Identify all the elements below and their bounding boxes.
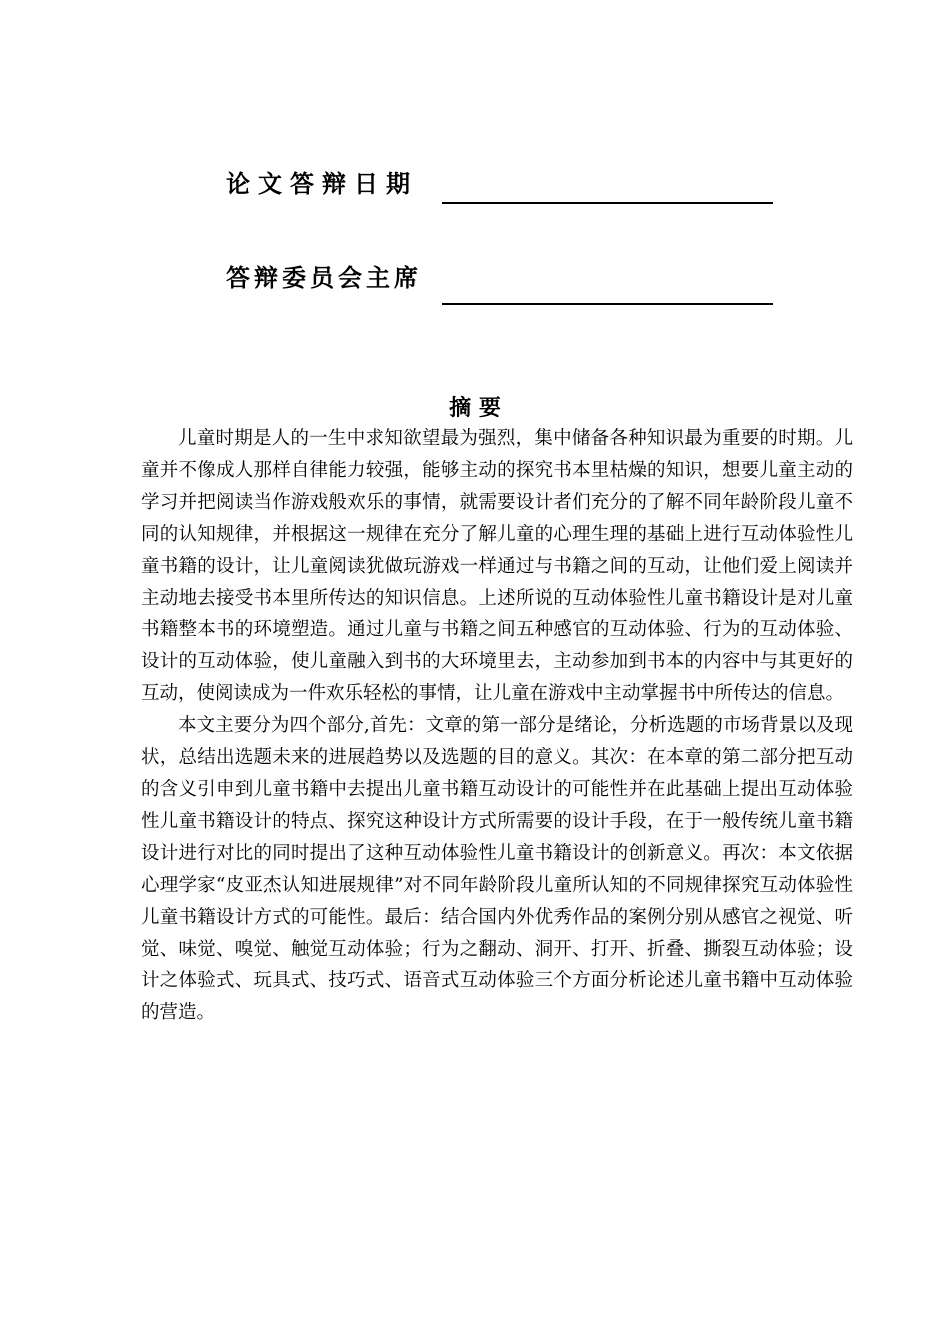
abstract-paragraph: 本文主要分为四个部分,首先：文章的第一部分是绪论，分析选题的市场背景以及现状，总结出选题未来的进展趋势以及选题的目的意义。其次：在本章的第二部分把互动的含义引申到儿童书籍中去提出儿童书籍互动设计的可能性并在此基础上提出互动体验性儿童书籍设计的特点、探究这种设计方式所需要的设计手段，在于一般传统儿童书籍设计进行对比的同时提出了这种互动体验性儿童书籍设计的创新意义。再次：本文依据心理学家“皮亚杰认知进展规律”对不同年龄阶段儿童所认知的不同规律探究互动体验性儿童书籍设计方式的可能性。最后：结合国内外优秀作品的案例分别从感官之视觉、听觉、味觉、嗅觉、触觉互动体验；行为之翻动、洞开、打开、折叠、撕裂互动体验；设计之体验式、玩具式、技巧式、语音式互动体验三个方面分析论述儿童书籍中互动体验的营造。: [141, 715, 853, 1024]
committee-chair-label: 答辩委员会主席: [226, 264, 422, 292]
committee-chair-blank-line: [442, 303, 773, 305]
defense-date-blank-line: [442, 202, 773, 204]
abstract-title: 摘 要: [449, 396, 501, 421]
defense-date-label: 论文答辩日期: [226, 170, 418, 198]
abstract-paragraph: 儿童时期是人的一生中求知欲望最为强烈，集中储备各种知识最为重要的时期。儿童并不像成人那样自律能力较强，能够主动的探究书本里枯燥的知识，想要儿童主动的学习并把阅读当作游戏般欢乐的事情，就需要设计者们充分的了解不同年龄阶段儿童不同的认知规律，并根据这一规律在充分了解儿童的心理生理的基础上进行互动体验性儿童书籍的设计，让儿童阅读犹做玩游戏一样通过与书籍之间的互动，让他们爱上阅读并主动地去接受书本里所传达的知识信息。上述所说的互动体验性儿童书籍设计是对儿童书籍整本书的环境塑造。通过儿童与书籍之间五种感官的互动体验、行为的互动体验、设计的互动体验，使儿童融入到书的大环境里去，主动参加到书本的内容中与其更好的互动，使阅读成为一件欢乐轻松的事情，让儿童在游戏中主动掌握书中所传达的信息。: [141, 428, 853, 705]
abstract-body: [141, 423, 853, 1029]
